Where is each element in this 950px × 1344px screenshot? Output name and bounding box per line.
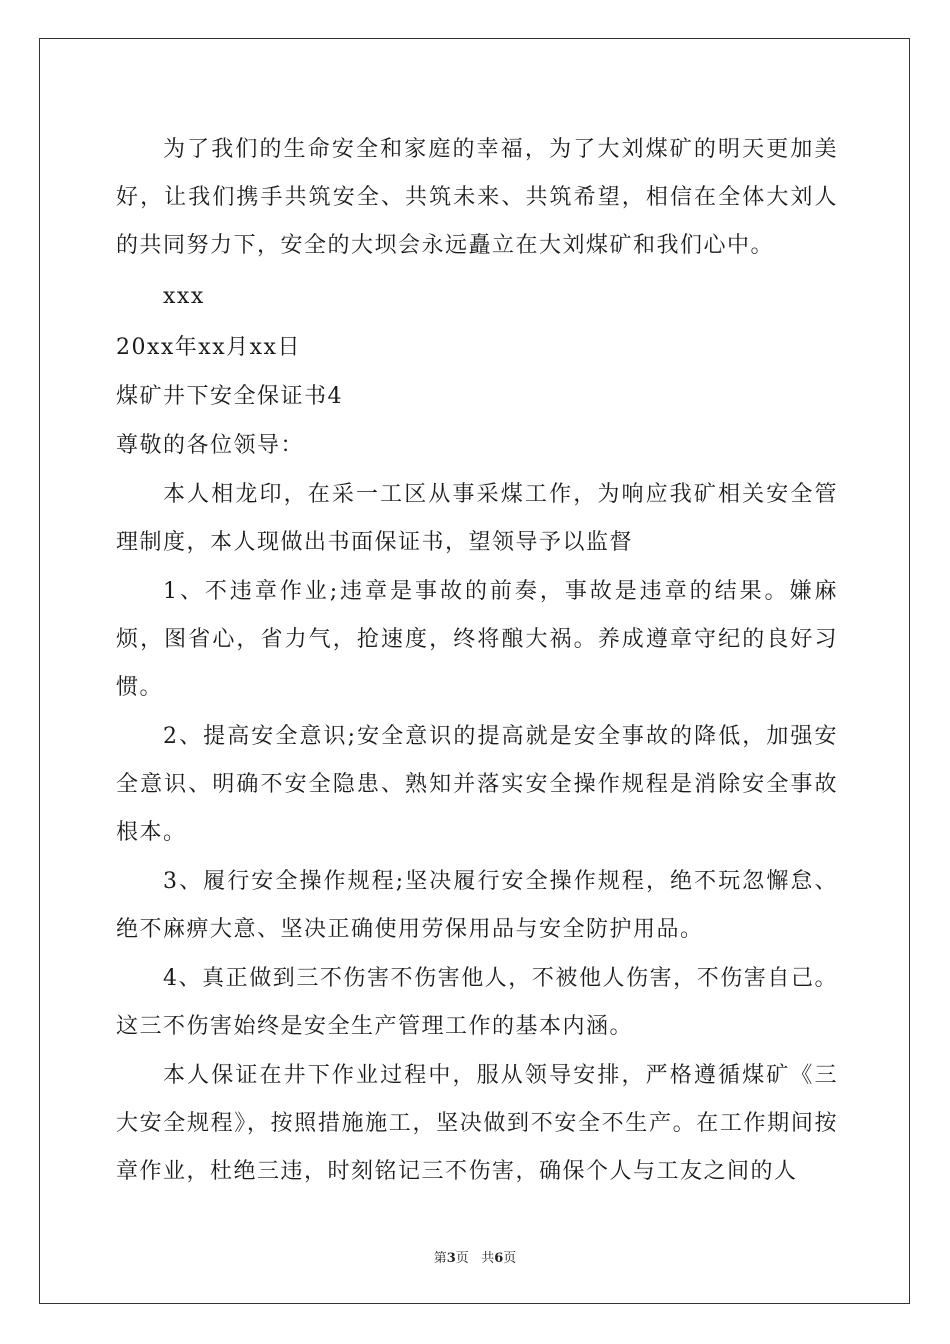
footer-total-number: 6 [494, 1251, 504, 1266]
paragraph-item-3: 3、履行安全操作规程;坚决履行安全操作规程，绝不玩忽懈怠、绝不麻痹大意、坚决正确使用劳保用品与安全防护用品。 [116, 869, 838, 942]
signature-date: 20xx年xx月xx日 [116, 335, 301, 360]
footer-total-suffix: 页 [503, 1251, 517, 1266]
document-body [116, 126, 838, 1196]
paragraph-item-2: 2、提高安全意识;安全意识的提高就是安全事故的降低，加强安全意识、明确不安全隐患、熟知并落实安全操作规程是消除安全事故根本。 [116, 724, 838, 845]
paragraph-pledge: 本人保证在井下作业过程中，服从领导安排，严格遵循煤矿《三大安全规程》，按照措施施工，坚决做到不安全不生产。在工作期间按章作业，杜绝三违，时刻铭记三不伤害，确保个人与工友之间的人 [116, 1063, 838, 1184]
salutation: 尊敬的各位领导： [116, 433, 305, 458]
footer-page-suffix: 页 [455, 1251, 469, 1266]
footer-total-prefix: 共 [481, 1251, 495, 1266]
paragraph-item-1: 1、不违章作业;违章是事故的前奏，事故是违章的结果。嫌麻烦，图省心，省力气，抢速度，终将酿大祸。养成遵章守纪的良好习惯。 [116, 579, 838, 700]
footer-page-number: 3 [446, 1251, 456, 1266]
section-title: 煤矿井下安全保证书4 [116, 384, 343, 409]
paragraph-intro: 本人相龙印，在采一工区从事采煤工作，为响应我矿相关安全管理制度，本人现做出书面保证书，望领导予以监督 [116, 482, 838, 555]
page-footer [0, 1247, 950, 1266]
footer-page-prefix: 第 [433, 1251, 447, 1266]
signature-name: xxx [163, 284, 205, 309]
paragraph-closing: 为了我们的生命安全和家庭的幸福，为了大刘煤矿的明天更加美好，让我们携手共筑安全、共筑未来、共筑希望，相信在全体大刘人的共同努力下，安全的大坝会永远矗立在大刘煤矿和我们心中。 [116, 137, 838, 258]
paragraph-item-4: 4、真正做到三不伤害不伤害他人，不被他人伤害，不伤害自己。这三不伤害始终是安全生产管理工作的基本内涵。 [116, 966, 838, 1039]
